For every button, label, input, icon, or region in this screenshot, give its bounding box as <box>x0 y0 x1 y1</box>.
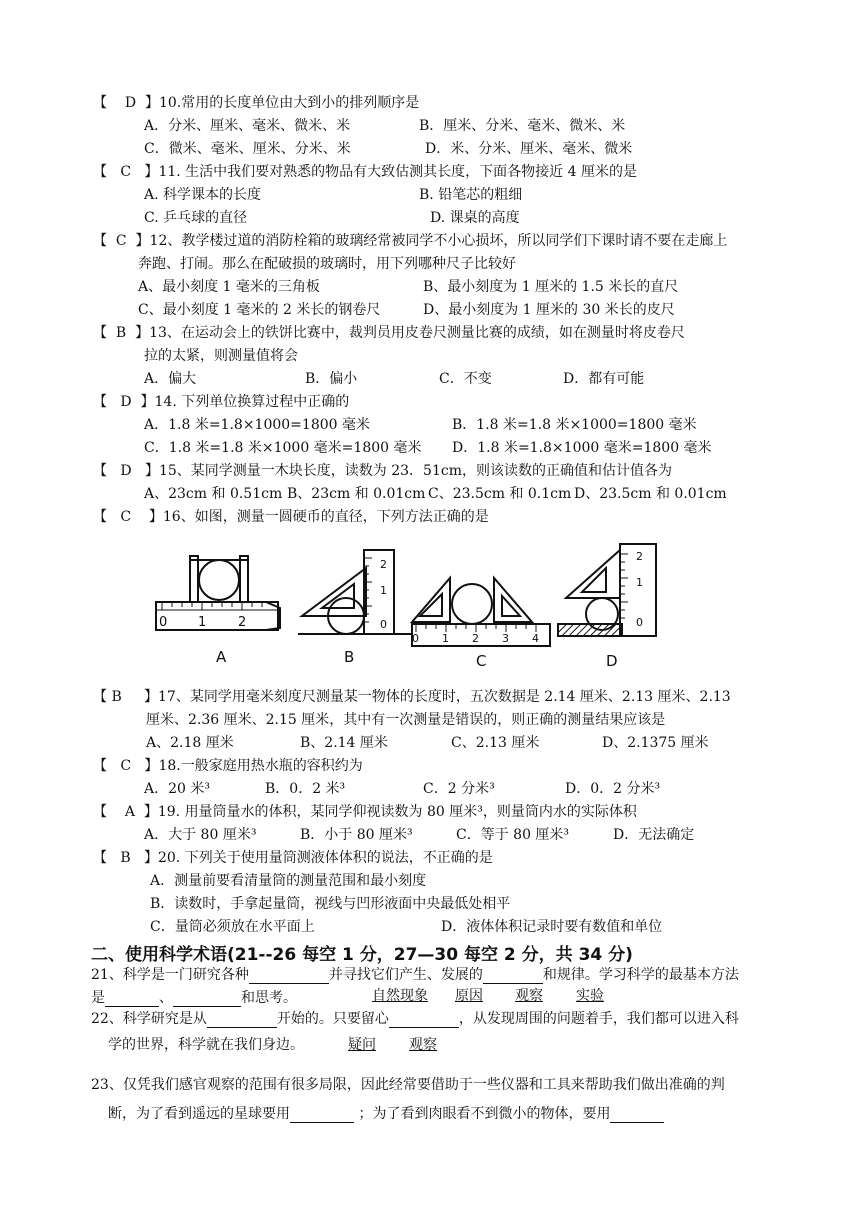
question-15: 【 D 】15、某同学测量一木块长度，读数为 23．51cm，则该读数的正确值和估计值各为 <box>93 463 672 479</box>
option-c: C．量筒必须放在水平面上 <box>150 919 315 935</box>
ruler-c-tick: 3 <box>502 632 509 645</box>
ruler-b-tick: 1 <box>380 584 387 597</box>
option-b: B、2.14 厘米 <box>300 735 388 751</box>
option-b: B．偏小 <box>305 371 358 387</box>
question-21-answers <box>0 987 860 1007</box>
option-a: A．测量前要看清量筒的测量范围和最小刻度 <box>150 873 427 889</box>
answer-key: 观察 <box>515 988 543 1004</box>
option-c: C．微米、毫米、厘米、分米、米 <box>144 141 351 157</box>
option-d: D．都有可能 <box>563 371 645 387</box>
ruler-b-tick: 0 <box>380 618 387 631</box>
answer-16: C <box>120 509 132 525</box>
ruler-a-tick: 2 <box>238 615 247 630</box>
question-12-line2: 奔跑、打闹。那么在配破损的玻璃时，用下列哪种尺子比较好 <box>138 256 516 272</box>
question-number: 20. <box>158 850 181 866</box>
option-c: C．2 分米³ <box>423 781 495 797</box>
answer-key: 原因 <box>455 988 483 1004</box>
answer-19: A <box>124 804 135 820</box>
option-b: B．读数时，手拿起量筒，视线与凹形液面中央最低处相平 <box>150 896 511 912</box>
question-text: 常用的长度单位由大到小的排列顺序是 <box>181 95 420 111</box>
option-a: A、2.18 厘米 <box>146 735 234 751</box>
option-b: B．厘米、分米、毫米、微米、米 <box>419 118 626 134</box>
option-d: D．1.8 米=1.8×1000 毫米=1800 毫米 <box>452 440 712 456</box>
question-21-text: 并寻找它们产生、发展的 <box>328 967 483 983</box>
question-text: 用量筒量水的体积，某同学仰视读数为 80 厘米³，则量筒内水的实际体积 <box>184 804 637 820</box>
question-number: 13、 <box>149 325 181 341</box>
question-21-text: 和思考。 <box>241 990 297 1006</box>
question-23-text: 断，为了看到遥远的星球要用 <box>108 1106 290 1122</box>
answer-15: D <box>120 463 132 479</box>
option-a: A、23cm 和 0.51cm <box>144 486 283 502</box>
question-21-text: 和规律。学习科学的最基本方法 <box>542 967 739 983</box>
option-b: B、最小刻度为 1 厘米的 1.5 米长的直尺 <box>423 279 679 295</box>
option-b: B．小于 80 厘米³ <box>300 827 413 843</box>
question-21-line1 <box>91 966 739 984</box>
question-22-text: 22、科学研究是从 <box>91 1011 207 1027</box>
answer-13: B <box>115 325 127 341</box>
question-22-answers <box>0 1036 860 1056</box>
question-12: 【 C 】12、教学楼过道的消防栓箱的玻璃经常被同学不小心损坏，所以同学们下课时请不要在走廊上 <box>93 233 728 249</box>
ruler-c-tick: 0 <box>412 632 419 645</box>
question-text: 下列单位换算过程中正确的 <box>181 394 350 410</box>
option-a: A. 科学课本的长度 <box>144 187 262 203</box>
option-d: D．0．2 分米³ <box>565 781 661 797</box>
question-number: 15、 <box>158 463 191 479</box>
option-c: C、最小刻度 1 毫米的 2 米长的钢卷尺 <box>138 302 381 318</box>
question-22-line2: 学的世界，科学就在我们身边。 <box>108 1037 304 1053</box>
method-c-diagram <box>412 578 550 646</box>
question-text: 在运动会上的铁饼比赛中，裁判员用皮卷尺测量比赛的成绩，如在测量时将皮卷尺 <box>180 325 685 341</box>
option-b: B．0．2 米³ <box>265 781 346 797</box>
question-21-text: 、 <box>159 990 173 1006</box>
option-c: C．等于 80 厘米³ <box>456 827 570 843</box>
question-17: 【 B 】17、某同学用毫米刻度尺测量某一物体的长度时，五次数据是 2.14 厘米、2.13 厘米、2.13 <box>93 689 731 705</box>
option-a: A．分米、厘米、毫米、微米、米 <box>144 118 351 134</box>
option-d: D、2.1375 厘米 <box>602 735 709 751</box>
option-d: D．米、分米、厘米、毫米、微米 <box>425 141 633 157</box>
option-c: C．1.8 米=1.8 米×1000 毫米=1800 毫米 <box>144 440 422 456</box>
section-heading: 二、使用科学术语(21--26 每空 1 分，27—30 每空 2 分，共 34 分) <box>91 945 633 965</box>
label-d: D <box>606 652 618 670</box>
question-11: 【 C 】11. 生活中我们要对熟悉的物品有大致估测其长度，下面各物接近 4 厘米的是 <box>93 164 637 180</box>
ruler-d-tick: 2 <box>636 550 643 563</box>
question-number: 16、 <box>162 509 195 525</box>
ruler-c-tick: 2 <box>472 632 479 645</box>
question-19: 【 A 】19. 用量筒量水的体积，某同学仰视读数为 80 厘米³，则量筒内水的实际体积 <box>93 804 637 820</box>
ruler-a-tick: 1 <box>198 615 207 630</box>
blank-field[interactable] <box>483 969 543 984</box>
question-text: 教学楼过道的消防栓箱的玻璃经常被同学不小心损坏，所以同学们下课时请不要在走廊上 <box>181 233 728 249</box>
ruler-d-tick: 1 <box>636 576 643 589</box>
label-c: C <box>476 652 487 670</box>
option-d: D、23.5cm 和 0.01cm <box>574 486 727 502</box>
option-a: A．20 米³ <box>144 781 210 797</box>
question-number: 12、 <box>149 233 182 249</box>
question-number: 18. <box>158 758 181 774</box>
answer-key: 实验 <box>576 988 604 1004</box>
question-number: 14. <box>154 394 177 410</box>
option-c: C、23.5cm 和 0.1cm <box>428 486 572 502</box>
question-text: 下列关于使用量筒测液体体积的说法，不正确的是 <box>184 850 493 866</box>
option-d: D、最小刻度为 1 厘米的 30 米长的皮尺 <box>423 302 675 318</box>
answer-key: 观察 <box>409 1037 437 1053</box>
question-21-text: 是 <box>91 990 105 1006</box>
option-c: C、2.13 厘米 <box>451 735 540 751</box>
answer-11: C <box>120 164 132 180</box>
blank-field[interactable] <box>249 969 329 984</box>
method-a-diagram <box>156 556 280 630</box>
question-text: 如图，测量一圆硬币的直径，下列方法正确的是 <box>194 509 489 525</box>
option-a: A．偏大 <box>144 371 197 387</box>
option-c: C. 乒乓球的直径 <box>144 210 248 226</box>
question-10: 【 D 】10.常用的长度单位由大到小的排列顺序是 <box>93 95 420 111</box>
answer-12: C <box>115 233 127 249</box>
question-23-line2 <box>108 1105 664 1123</box>
question-23-text: ；为了看到肉眼看不到微小的物体，要用 <box>358 1106 611 1122</box>
ruler-a-tick: 0 <box>159 615 168 630</box>
option-d: D．无法确定 <box>613 827 695 843</box>
question-text: 某同学测量一木块长度，读数为 23．51cm，则该读数的正确值和估计值各为 <box>190 463 672 479</box>
blank-field[interactable] <box>389 1013 459 1028</box>
question-number: 11. <box>158 164 181 180</box>
question-21-text: 21、科学是一门研究各种 <box>91 967 249 983</box>
ruler-b-tick: 2 <box>380 558 387 571</box>
question-number: 19. <box>157 804 181 820</box>
question-23-line1: 23、仅凭我们感官观察的范围有很多局限，因此经常要借助于一些仪器和工具来帮助我们做出准确的判 <box>91 1077 725 1093</box>
answer-key: 疑问 <box>348 1037 376 1053</box>
question-22-line1 <box>91 1010 739 1028</box>
ruler-c-tick: 1 <box>442 632 449 645</box>
question-18: 【 C 】18.一般家庭用热水瓶的容积约为 <box>93 758 363 774</box>
answer-14: D <box>120 394 132 410</box>
question-text: 某同学用毫米刻度尺测量某一物体的长度时，五次数据是 2.14 厘米、2.13 厘米、2.13 <box>189 689 731 705</box>
method-b-diagram <box>298 550 412 634</box>
option-b: B、23cm 和 0.01cm <box>287 486 426 502</box>
option-b: B．1.8 米=1.8 米×1000=1800 毫米 <box>452 417 697 433</box>
ruler-d-tick: 0 <box>636 616 643 629</box>
question-text: 生活中我们要对熟悉的物品有大致估测其长度，下面各物接近 4 厘米的是 <box>185 164 637 180</box>
answer-17: B <box>111 689 122 705</box>
question-16: 【 C 】16、如图，测量一圆硬币的直径，下列方法正确的是 <box>93 509 489 525</box>
answer-18: C <box>120 758 132 774</box>
option-d: D．液体体积记录时要有数值和单位 <box>441 919 663 935</box>
question-number: 10. <box>158 95 182 111</box>
question-20: 【 B 】20. 下列关于使用量筒测液体体积的说法，不正确的是 <box>93 850 493 866</box>
option-c: C．不变 <box>439 371 492 387</box>
label-b: B <box>344 648 355 666</box>
question-14: 【 D 】14. 下列单位换算过程中正确的 <box>93 394 350 410</box>
answer-20: B <box>120 850 131 866</box>
option-a: A．大于 80 厘米³ <box>144 827 257 843</box>
question-13-line2: 拉的太紧，则测量值将会 <box>144 348 298 364</box>
question-22-text: 开始的。只要留心 <box>276 1011 389 1027</box>
coin-measurement-figure <box>150 538 670 670</box>
question-17-line2: 厘米、2.36 厘米、2.15 厘米，其中有一次测量是错误的，则正确的测量结果应该是 <box>146 712 666 728</box>
ruler-c-tick: 4 <box>532 632 539 645</box>
answer-10: D <box>124 95 137 111</box>
label-a: A <box>216 648 227 666</box>
question-22-text: ，从发现周围的问题着手，我们都可以进入科 <box>458 1011 739 1027</box>
option-d: D. 课桌的高度 <box>430 210 520 226</box>
blank-field[interactable] <box>290 1108 354 1123</box>
answer-key: 自然现象 <box>372 988 428 1004</box>
option-b: B. 铅笔芯的粗细 <box>419 187 523 203</box>
blank-field[interactable] <box>610 1108 664 1123</box>
option-a: A．1.8 米=1.8×1000=1800 毫米 <box>144 417 370 433</box>
option-a: A、最小刻度 1 毫米的三角板 <box>138 279 320 295</box>
blank-field[interactable] <box>207 1013 277 1028</box>
question-number: 17、 <box>158 689 190 705</box>
question-13: 【 B 】13、在运动会上的铁饼比赛中，裁判员用皮卷尺测量比赛的成绩，如在测量时将皮卷尺 <box>93 325 685 341</box>
question-text: 一般家庭用热水瓶的容积约为 <box>180 758 363 774</box>
